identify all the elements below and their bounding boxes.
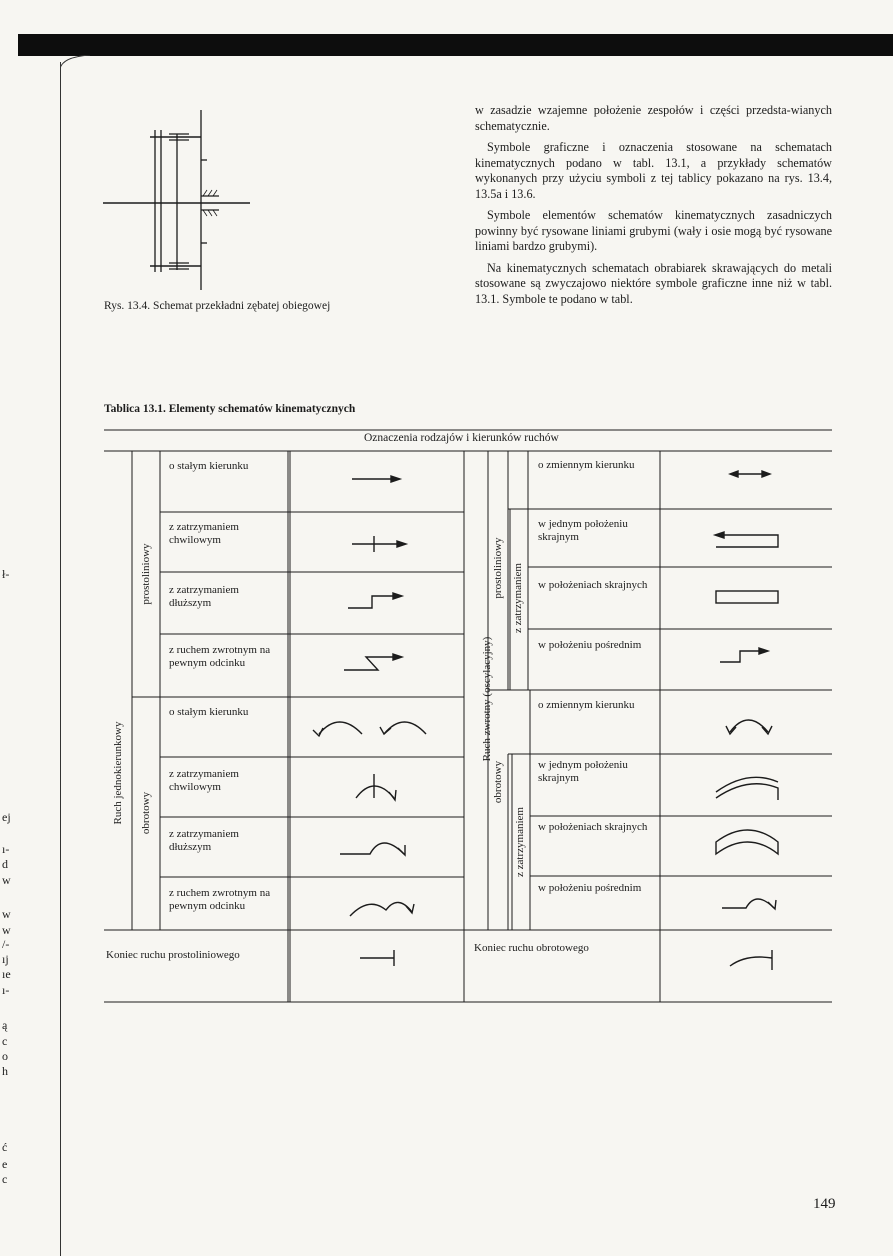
page-gutter-line — [60, 62, 61, 1256]
margin-fragment: ıe — [2, 967, 11, 981]
margin-fragment: /- — [2, 937, 10, 951]
planetary-gear-figure — [95, 100, 265, 300]
paragraph: Symbole elementów schematów kinematycznych zasadniczych powinny być rysowane liniami grubymi (wały i osie mogą być rysowane liniami bardzo grubymi). — [475, 208, 832, 253]
right-row-label: w położeniach skrajnych — [538, 579, 648, 591]
symbol-long-stop-arrow — [348, 593, 402, 608]
symbol-rotary-alternating — [726, 720, 772, 734]
right-row-label: w położeniach skrajnych — [538, 821, 648, 833]
right-group-label: Ruch zwrotny (oscylacyjny) — [481, 636, 493, 762]
margin-fragment: w — [2, 873, 11, 887]
symbol-linear-alternating — [730, 471, 770, 477]
right-row-label: w położeniu pośrednim — [538, 882, 642, 894]
right-stop-label: z zatrzymaniem — [512, 563, 524, 633]
footer-left-label: Koniec ruchu prostoliniowego — [106, 949, 240, 961]
left-row-label: z zatrzymaniem dłuższym — [169, 828, 239, 853]
margin-fragment: ć — [2, 1140, 8, 1154]
symbol-rotary-long-stop — [340, 843, 405, 855]
margin-fragment: ł- — [2, 567, 10, 581]
symbol-rotary-momentary-stop — [356, 774, 396, 800]
scan-top-bar — [18, 34, 893, 56]
left-row-label: z zatrzymaniem chwilowym — [169, 521, 239, 546]
footer-right-label: Koniec ruchu obrotowego — [474, 942, 589, 954]
symbol-linear-both-end-stops — [716, 591, 778, 603]
table-title: Tablica 13.1. Elementy schematów kinematycznych — [104, 403, 356, 415]
left-linear-label: prostoliniowy — [140, 543, 152, 605]
margin-fragment: w — [2, 907, 11, 921]
margin-fragment: c — [2, 1172, 8, 1186]
left-row-label: z ruchem zwrotnym na pewnym odcinku — [169, 887, 271, 912]
symbol-rotary-both-end-stops — [716, 830, 778, 854]
margin-fragment: e — [2, 1157, 8, 1171]
symbol-rotary-one-end-stop — [716, 777, 778, 800]
symbol-return-segment-arrow — [344, 654, 402, 670]
paragraph: w zasadzie wzajemne położenie zespołów i części przedsta-wianych schematycznie. — [475, 103, 832, 133]
left-row-label: z zatrzymaniem dłuższym — [169, 584, 239, 609]
margin-fragment: ej — [2, 810, 11, 824]
left-group-label: Ruch jednokierunkowy — [112, 721, 124, 825]
margin-fragment: o — [2, 1049, 8, 1063]
body-text-column — [475, 103, 832, 313]
right-row-label: w jednym położeniu skrajnym — [538, 759, 628, 784]
right-row-label: w jednym położeniu skrajnym — [538, 518, 628, 543]
left-rotary-label: obrotowy — [140, 791, 152, 835]
margin-fragment: c — [2, 1034, 8, 1048]
right-linear-label: prostoliniowy — [492, 537, 504, 599]
right-rotary-label: obrotowy — [492, 760, 504, 804]
margin-fragment: ı- — [2, 842, 10, 856]
margin-fragment: h — [2, 1064, 8, 1078]
symbol-constant-rotary-arcs — [313, 722, 426, 736]
margin-fragment: ı- — [2, 983, 10, 997]
right-row-label: w położeniu pośrednim — [538, 639, 642, 651]
margin-fragment: ıj — [2, 952, 9, 966]
margin-fragment: ą — [2, 1018, 8, 1032]
kinematic-symbols-table — [104, 414, 832, 1010]
right-stop-label: z zatrzymaniem — [514, 807, 526, 877]
paragraph: Symbole graficzne i oznaczenia stosowane na schematach kinematycznych podano w tabl. 13.1, a przykłady schematów wykonanych przy użyciu symboli z tej tablicy pokazano na rys. 13.4, 13.5a i 13.6. — [475, 140, 832, 201]
symbol-rotary-return-segment — [350, 902, 414, 916]
symbol-layer — [104, 414, 832, 1010]
page-curl — [60, 55, 90, 69]
right-row-label: o zmiennym kierunku — [538, 699, 635, 711]
symbol-linear-one-end-stop — [715, 532, 778, 547]
left-row-label: z zatrzymaniem chwilowym — [169, 768, 239, 793]
left-row-label: o stałym kierunku — [169, 460, 249, 472]
left-row-label: o stałym kierunku — [169, 706, 249, 718]
left-row-label: z ruchem zwrotnym na pewnym odcinku — [169, 644, 271, 669]
right-row-label: o zmiennym kierunku — [538, 459, 635, 471]
page-number: 149 — [813, 1196, 836, 1212]
symbol-rotary-end — [730, 950, 772, 970]
symbol-momentary-stop-arrow — [352, 536, 406, 552]
table-header: Oznaczenia rodzajów i kierunków ruchów — [364, 432, 559, 444]
symbol-linear-mid-stop — [720, 648, 768, 662]
margin-fragment: d — [2, 857, 8, 871]
symbol-constant-linear-arrow — [352, 476, 400, 482]
margin-fragment: w — [2, 923, 11, 937]
paragraph: Na kinematycznych schematach obrabiarek skrawających do metali stosowane są zwyczajowo niektóre symbole graficzne inne niż w tabl. 13.1. Symbole te podano w tabl. — [475, 260, 832, 306]
figure-caption: Rys. 13.4. Schemat przekładni zębatej obiegowej — [104, 300, 331, 312]
symbol-rotary-mid-stop — [722, 899, 776, 909]
